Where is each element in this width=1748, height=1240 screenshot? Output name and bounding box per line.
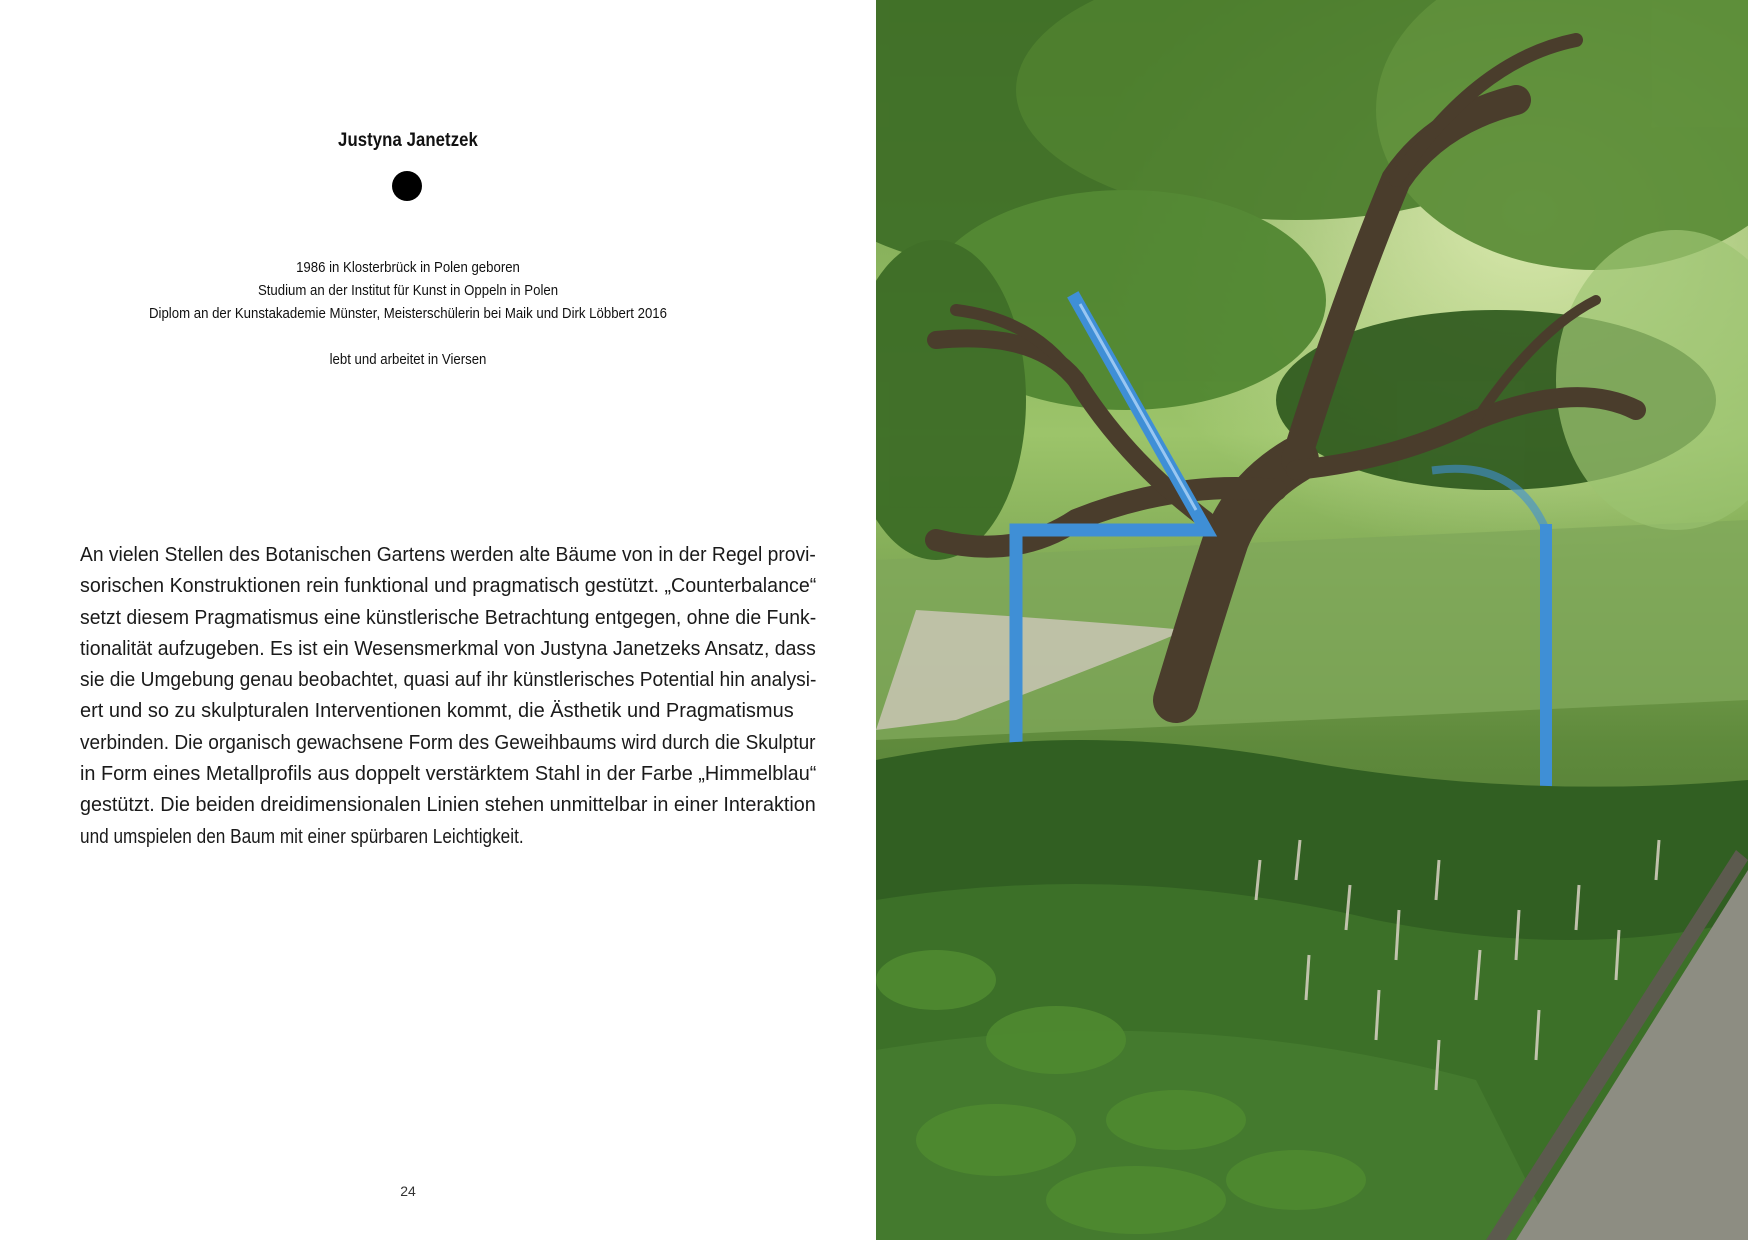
body-line: verbinden. Die organisch gewachsene Form des Geweihbaums wird durch die Skulptur (80, 731, 816, 754)
page-number: 24 (400, 1183, 416, 1199)
artist-name: Justyna Janetzek (338, 130, 478, 151)
body-line: tionalität aufzugeben. Es ist ein Wesensmerkmal von Justyna Janetzeks Ansatz, dass (80, 637, 816, 660)
garden-sculpture-photo (876, 0, 1748, 1240)
bio-spacer (49, 325, 767, 348)
bio-residence: lebt und arbeitet in Viersen (329, 351, 487, 368)
body-line: und umspielen den Baum mit einer spürbaren Leichtigkeit. (80, 825, 524, 848)
bio-line-study: Studium an der Institut für Kunst in Oppeln in Polen (257, 282, 559, 299)
body-line: in Form eines Metallprofils aus doppelt verstärktem Stahl in der Farbe „Himmelblau“ (80, 763, 817, 786)
body-line: gestützt. Die beiden dreidimensionalen Linien stehen unmittelbar in einer Interaktion (80, 794, 816, 817)
body-text (80, 540, 816, 853)
photo-illustration (876, 0, 1748, 1240)
bio-line-diploma: Diplom an der Kunstakademie Münster, Meisterschülerin bei Maik und Dirk Löbbert 2016 (148, 305, 667, 322)
bullet-dot (392, 171, 422, 201)
artist-bio (0, 256, 816, 371)
body-line: sie die Umgebung genau beobachtet, quasi auf ihr künstlerisches Potential hin analysi- (80, 669, 817, 692)
body-line: An vielen Stellen des Botanischen Gartens werden alte Bäume von in der Regel provi- (80, 544, 816, 566)
body-line: sorischen Konstruktionen rein funktional und pragmatisch gestützt. „Counterbalance“ (80, 575, 817, 598)
bio-line-birth: 1986 in Klosterbrück in Polen geboren (296, 259, 520, 276)
body-line: ert und so zu skulpturalen Interventionen kommt, die Ästhetik und Pragmatismus (80, 700, 794, 723)
body-line: setzt diesem Pragmatismus eine künstlerische Betrachtung entgegen, ohne die Funk- (80, 606, 817, 629)
